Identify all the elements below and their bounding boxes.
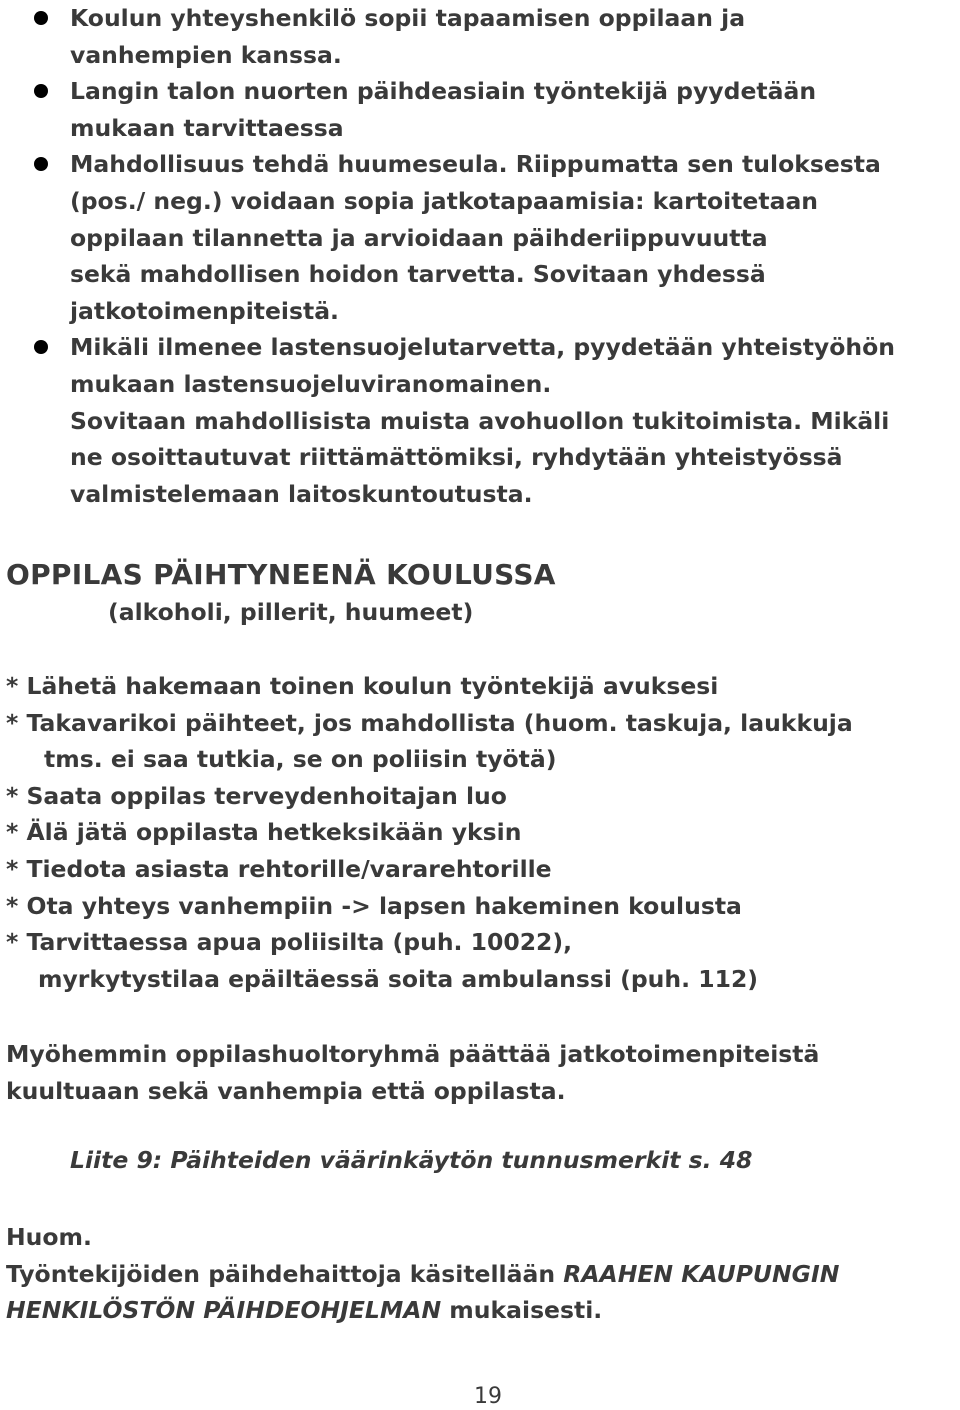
instruction-text: * Tarvittaessa apua poliisilta (puh. 10022), [6,928,573,957]
bullet-item [0,0,960,73]
instruction-item: * Ota yhteys vanhempiin -> lapsen hakeminen koulusta [6,891,742,920]
note-label: Huom. [6,1223,92,1251]
bullet-line: oppilaan tilannetta ja arvioidaan päihderiippuvuutta [70,223,768,252]
instruction-item [6,705,956,778]
note-emphasis: RAAHEN KAUPUNGIN [563,1259,840,1288]
section-subheading: (alkoholi, pillerit, huumeet) [108,598,474,626]
bullet-line: vanhempien kanssa. [70,40,342,69]
note-line [6,1292,839,1329]
instruction-item [6,924,956,997]
bullet-line: (pos./ neg.) voidaan sopia jatkotapaamisia: kartoitetaan [70,186,819,215]
note-block [6,1219,839,1329]
bullet-item [0,73,960,146]
instruction-list [6,668,956,997]
instruction-text: * Takavarikoi päihteet, jos mahdollista (huom. taskuja, laukkuja [6,708,853,737]
paragraph-line: kuultuaan sekä vanhempia että oppilasta. [6,1076,566,1105]
instruction-continuation: myrkytystilaa epäiltäessä soita ambulanssi (puh. 112) [38,964,759,993]
bullet-line: Mikäli ilmenee lastensuojelutarvetta, pyydetään yhteistyöhön [70,333,896,362]
bullet-line: mukaan lastensuojeluviranomainen. [70,369,552,398]
paragraph-line: Myöhemmin oppilashuoltoryhmä päättää jatkotoimenpiteistä [6,1040,820,1068]
followup-paragraph [6,1036,819,1109]
instruction-item: * Älä jätä oppilasta hetkeksikään yksin [6,818,522,847]
bullet-line: mukaan tarvittaessa [70,113,344,142]
note-text: Työntekijöiden päihdehaittoja käsitellään [6,1259,564,1288]
bullet-line: Langin talon nuorten päihdeasiain työntekijä pyydetään [70,77,817,106]
bullet-line: ne osoittautuvat riittämättömiksi, ryhdytään yhteistyössä [70,443,843,472]
bullet-line: Koulun yhteyshenkilö sopii tapaamisen oppilaan ja [70,4,746,32]
note-line [6,1256,839,1293]
note-text: mukaisesti. [441,1296,603,1325]
bullet-line: jatkotoimenpiteistä. [70,296,339,325]
bullet-icon [34,84,48,98]
instruction-item: * Saata oppilas terveydenhoitajan luo [6,781,507,810]
note-emphasis: HENKILÖSTÖN PÄIHDEOHJELMAN [6,1296,442,1325]
bullet-list [0,0,960,512]
bullet-line: sekä mahdollisen hoidon tarvetta. Sovitaan yhdessä [70,260,766,289]
bullet-item [0,329,960,512]
bullet-line: Mahdollisuus tehdä huumeseula. Riippumatta sen tuloksesta [70,150,881,179]
instruction-continuation: tms. ei saa tutkia, se on poliisin työtä) [44,745,557,774]
page-number: 19 [474,1384,502,1409]
appendix-reference: Liite 9: Päihteiden väärinkäytön tunnusmerkit s. 48 [70,1146,753,1174]
bullet-item [0,146,960,329]
bullet-icon [34,11,48,25]
instruction-item: * Tiedota asiasta rehtorille/vararehtorille [6,854,552,883]
bullet-icon [34,157,48,171]
section-heading: OPPILAS PÄIHTYNEENÄ KOULUSSA [6,558,556,591]
instruction-item: * Lähetä hakemaan toinen koulun työntekijä avuksesi [6,672,719,700]
bullet-line: valmistelemaan laitoskuntoutusta. [70,479,533,508]
bullet-line: Sovitaan mahdollisista muista avohuollon tukitoimista. Mikäli [70,406,890,435]
bullet-icon [34,340,48,354]
